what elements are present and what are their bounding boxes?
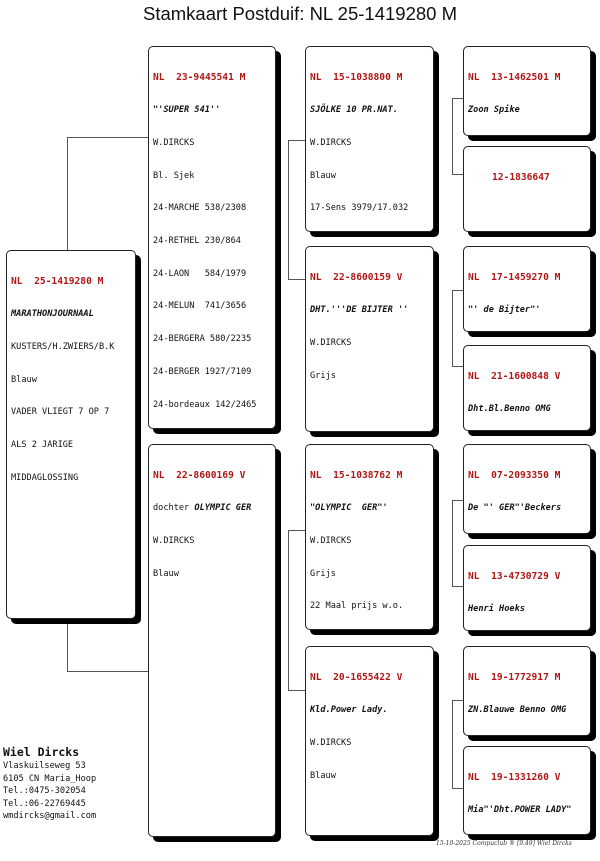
- pedigree-card-mother: [148, 444, 276, 837]
- info-line: 24-MELUN 741/3656: [153, 301, 247, 312]
- pigeon-name: "OLYMPIC GER"': [310, 503, 388, 514]
- info-line: 17-Sens 3979/17.032: [310, 203, 409, 214]
- pedigree-card-mff: [463, 444, 591, 534]
- ring-number: NL 22-8600169 V: [153, 469, 246, 481]
- pigeon-name: Zoon Spike: [468, 105, 520, 116]
- info-line: W.DIRCKS: [153, 535, 195, 546]
- pedigree-card-fmm: [463, 345, 591, 431]
- info-line: W.DIRCKS: [153, 137, 195, 148]
- connector: [288, 140, 289, 279]
- pedigree-card-paternal-grandmother: [305, 246, 434, 432]
- info-line: Bl. Sjek: [153, 170, 195, 181]
- info-line: MIDDAGLOSSING: [11, 472, 79, 483]
- pigeon-name: ZN.Blauwe Benno OMG: [468, 705, 567, 716]
- owner-email[interactable]: wmdircks@gmail.com: [3, 811, 97, 822]
- pigeon-name: OLYMPIC GER: [194, 503, 252, 514]
- info-line: 24-BERGER 1927/7109: [153, 366, 252, 377]
- pigeon-name-prefix: dochter: [153, 503, 195, 514]
- connector: [67, 671, 149, 672]
- pedigree-card-subject: [6, 250, 136, 619]
- ring-number: NL 19-1772917 M: [468, 671, 561, 683]
- ring-number: NL 15-1038762 M: [310, 469, 403, 481]
- info-line: Grijs: [310, 568, 336, 579]
- pigeon-name: Henri Hoeks: [468, 604, 525, 615]
- connector: [288, 279, 306, 280]
- pigeon-name: De "' GER"'Beckers: [468, 503, 562, 514]
- info-line: VADER VLIEGT 7 OP 7: [11, 407, 110, 418]
- owner-block: [3, 744, 96, 823]
- ring-number: NL 20-1655422 V: [310, 671, 403, 683]
- info-line: Blauw: [153, 568, 179, 579]
- ring-number: NL 23-9445541 M: [153, 71, 246, 83]
- ring-number: NL 25-1419280 M: [11, 275, 104, 287]
- pedigree-card-mmf: [463, 646, 591, 736]
- ring-number: NL 19-1331260 V: [468, 771, 561, 783]
- pedigree-card-mfm: [463, 545, 591, 631]
- info-line: Grijs: [310, 370, 336, 381]
- info-line: Blauw: [11, 374, 37, 385]
- pigeon-name: SJÖLKE 10 PR.NAT.: [310, 105, 398, 116]
- ring-number: NL 21-1600848 V: [468, 370, 561, 382]
- info-line: 24-LAON 584/1979: [153, 268, 247, 279]
- pedigree-card-maternal-grandfather: [305, 444, 434, 630]
- connector: [452, 700, 453, 788]
- info-line: Blauw: [310, 770, 336, 781]
- connector: [67, 137, 149, 138]
- connector: [452, 290, 453, 366]
- ring-number: NL 07-2093350 M: [468, 469, 561, 481]
- pigeon-name: Mia"'Dht.POWER LADY": [468, 805, 572, 816]
- info-line: 24-bordeaux 142/2465: [153, 399, 257, 410]
- pigeon-name: MARATHONJOURNAAL: [11, 309, 94, 320]
- owner-name: Wiel Dircks: [3, 745, 80, 759]
- connector: [288, 690, 306, 691]
- info-line: Blauw: [310, 170, 336, 181]
- info-line: 24-RETHEL 230/864: [153, 236, 241, 246]
- connector: [288, 140, 306, 141]
- connector: [288, 530, 306, 531]
- footer-print-info: 15-10-2025 Compuclub ® [9.49] Wiel Dircks: [436, 840, 572, 847]
- ring-number: NL 22-8600159 V: [310, 271, 403, 283]
- ring-number: NL 15-1038800 M: [310, 71, 403, 83]
- pigeon-name: Dht.Bl.Benno OMG: [468, 404, 551, 415]
- pigeon-name: DHT.'''DE BIJTER '': [310, 305, 409, 316]
- info-line: W.DIRCKS: [310, 737, 352, 748]
- pigeon-name: "'SUPER 541'': [153, 105, 221, 116]
- owner-mobile: Tel.:06-22769445: [3, 798, 86, 809]
- pedigree-card-fmf: [463, 246, 591, 332]
- info-line: ALS 2 JARIGE: [11, 440, 74, 450]
- pigeon-name: Kld.Power Lady.: [310, 705, 388, 716]
- info-line: W.DIRCKS: [310, 535, 352, 546]
- connector: [452, 98, 453, 174]
- pedigree-card-father: [148, 46, 276, 429]
- owner-address: Vlaskuilseweg 53: [3, 761, 86, 771]
- connector: [288, 530, 289, 690]
- pedigree-card-fff: [463, 46, 591, 136]
- owner-phone: Tel.:0475-302054: [3, 786, 86, 797]
- pedigree-card-mmm: [463, 746, 591, 835]
- owner-city: 6105 CN Maria_Hoop: [3, 773, 97, 784]
- pedigree-card-maternal-grandmother: [305, 646, 434, 836]
- info-line: W.DIRCKS: [310, 137, 352, 148]
- ring-number: NL 17-1459270 M: [468, 271, 561, 283]
- info-line: W.DIRCKS: [310, 337, 352, 348]
- info-line: 22 Maal prijs w.o.: [310, 601, 404, 612]
- pigeon-name-line: [153, 503, 272, 514]
- info-line: 24-BERGERA 580/2235: [153, 334, 252, 345]
- page-title: Stamkaart Postduif: NL 25-1419280 M: [143, 3, 457, 24]
- ring-number: NL 13-1462501 M: [468, 71, 561, 83]
- pedigree-card-ffm: [463, 146, 591, 232]
- pedigree-card-paternal-grandfather: [305, 46, 434, 232]
- info-line: KUSTERS/H.ZWIERS/B.K: [11, 341, 115, 352]
- ring-number: NL 13-4730729 V: [468, 570, 561, 582]
- connector: [452, 500, 453, 586]
- info-line: 24-MARCHE 538/2308: [153, 203, 247, 214]
- pigeon-name: "' de Bijter"': [468, 305, 541, 316]
- ring-number: 12-1836647: [492, 171, 550, 183]
